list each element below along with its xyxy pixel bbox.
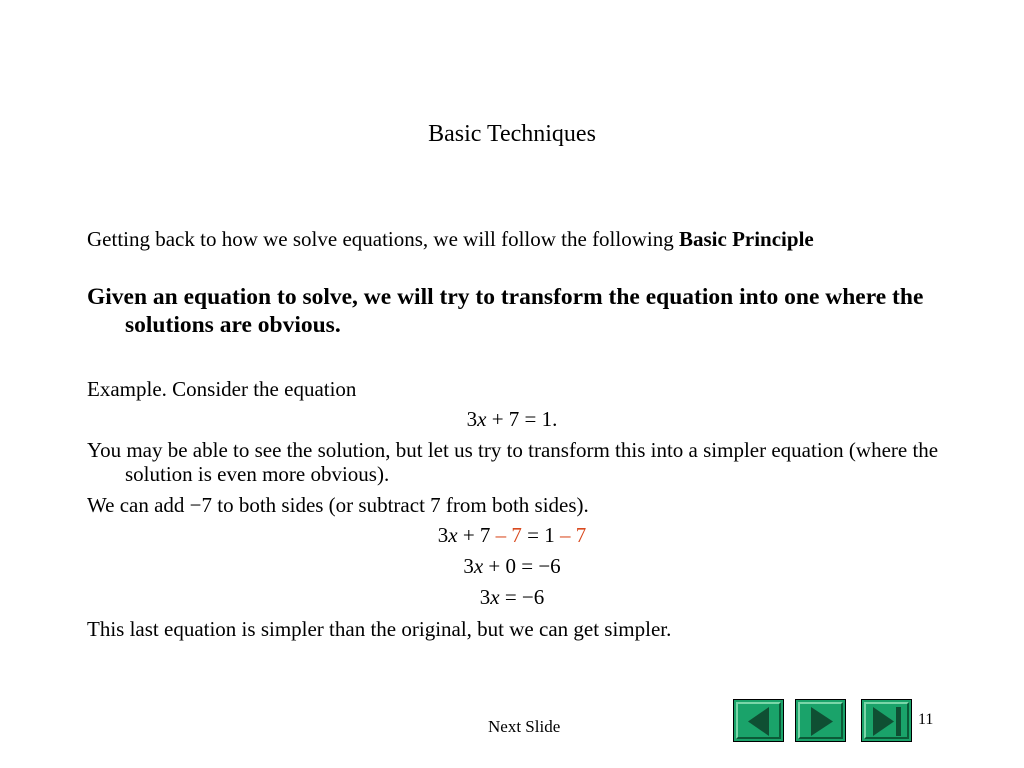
slide-title: Basic Techniques [428,121,596,147]
page-number: 11 [918,711,934,728]
equation-step-final: 3x = −6 [479,585,545,609]
next-slide-arrow-button[interactable] [795,699,846,742]
example-intro: Example. Consider the equation [87,377,357,401]
equation-step-zero: 3x + 0 = −6 [463,554,561,578]
highlight-minus-seven-right: – 7 [560,523,587,547]
equation-step-subtract: 3x + 7 – 7 = 1 – 7 [437,523,587,547]
intro-paragraph [87,227,975,251]
basic-principle-term: Basic Principle [678,227,814,251]
equation-original: 3x + 7 = 1. [466,407,558,431]
intro-text: Getting back to how we solve equations, we will follow the following [87,227,679,251]
transform-paragraph: You may be able to see the solution, but let us try to transform this into a simpler equation (where the solution is even more obvious). [87,438,939,486]
conclusion-paragraph: This last equation is simpler than the original, but we can get simpler. [87,617,672,641]
triangle-left-icon [734,700,785,743]
next-slide-link[interactable]: Next Slide [488,717,561,736]
skip-to-end-icon [862,700,913,743]
highlight-minus-seven-left: – 7 [495,523,522,547]
add-paragraph: We can add −7 to both sides (or subtract 7 from both sides). [87,493,589,517]
principle-statement: Given an equation to solve, we will try to transform the equation into one where the solutions are obvious. [87,284,924,338]
triangle-right-icon [796,700,847,743]
previous-slide-button[interactable] [733,699,784,742]
last-slide-button[interactable] [861,699,912,742]
